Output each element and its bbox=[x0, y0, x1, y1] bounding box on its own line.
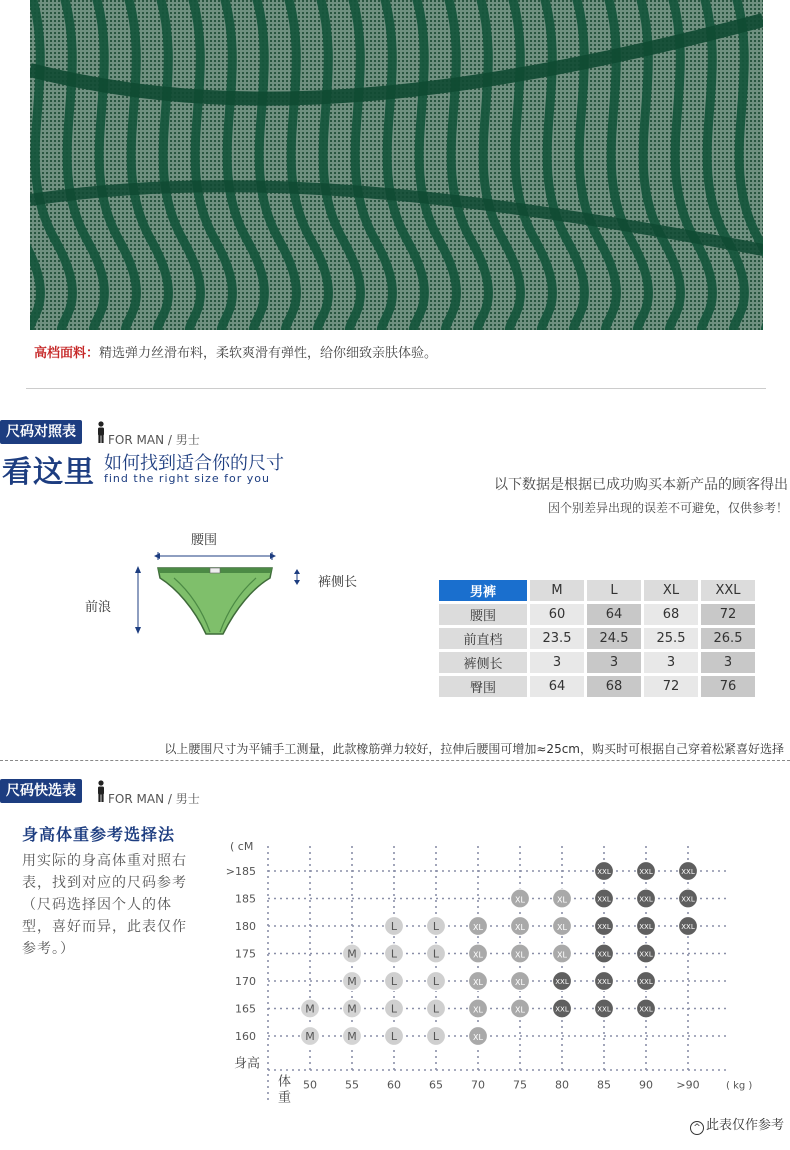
y-tick-label: 165 bbox=[235, 1002, 256, 1016]
size-marker-label: XL bbox=[557, 950, 567, 960]
x-tick-label: 55 bbox=[345, 1078, 359, 1092]
size-marker-label: XXL bbox=[597, 950, 611, 959]
reference-note-text: 此表仅作参考 bbox=[705, 1118, 784, 1133]
size-marker-label: XXL bbox=[597, 978, 611, 986]
size-marker-label: L bbox=[432, 1002, 440, 1016]
y-unit-label: ( cM bbox=[230, 840, 254, 853]
fabric-caption-highlight: 高档面料： bbox=[34, 346, 100, 361]
size-marker-label: M bbox=[347, 1002, 357, 1016]
size-marker-label: XXL bbox=[597, 923, 611, 931]
table-cell: 3 bbox=[587, 652, 641, 673]
x-tick-label: 70 bbox=[471, 1078, 485, 1092]
waist-label: 腰围 bbox=[191, 533, 218, 548]
size-marker-label: M bbox=[305, 1002, 315, 1016]
man-icon bbox=[96, 421, 106, 443]
x-tick-label: 50 bbox=[303, 1078, 317, 1092]
size-marker-label: XXL bbox=[639, 978, 653, 986]
y-tick-label: 180 bbox=[235, 920, 256, 933]
x-tick-label: 65 bbox=[429, 1078, 443, 1092]
size-marker-label: XL bbox=[473, 1005, 483, 1015]
reference-note bbox=[690, 1114, 784, 1135]
x-tick-label: 80 bbox=[555, 1078, 569, 1092]
man-icon bbox=[96, 780, 106, 802]
size-marker-label: XXL bbox=[639, 1005, 653, 1014]
table-cell: 68 bbox=[587, 676, 641, 697]
size-marker-label: XXL bbox=[555, 978, 569, 986]
waist-measure-note: 以上腰围尺寸为平铺手工测量，此款橡筋弹力较好，拉伸后腰围可增加≈25cm，购买时可根据自己穿着松紧喜好选择 bbox=[164, 742, 784, 756]
size-marker-label: XL bbox=[515, 978, 525, 987]
y-axis-title: 身高 bbox=[233, 1056, 260, 1072]
fabric-caption-text: 精选弹力丝滑布料，柔软爽滑有弹性，给你细致亲肤体验。 bbox=[99, 346, 438, 361]
size-marker-label: XXL bbox=[555, 1005, 569, 1014]
row-label: 裤侧长 bbox=[439, 652, 527, 673]
x-tick-label: 90 bbox=[639, 1078, 653, 1092]
size-marker-label: L bbox=[432, 975, 440, 988]
x-tick-label: 75 bbox=[513, 1078, 527, 1092]
for-man-label: FOR MAN / 男士 bbox=[108, 433, 200, 447]
table-cell: 60 bbox=[530, 604, 584, 625]
sub-title: 如何找到适合你的尺寸 bbox=[104, 453, 284, 474]
size-marker-label: XL bbox=[473, 950, 483, 960]
table-cell: 25.5 bbox=[644, 628, 698, 649]
size-marker-label: XXL bbox=[681, 923, 695, 931]
size-marker-label: L bbox=[390, 947, 398, 961]
row-label: 前直档 bbox=[439, 628, 527, 649]
size-marker-label: XL bbox=[515, 1005, 525, 1015]
table-cell: 26.5 bbox=[701, 628, 755, 649]
size-marker-label: L bbox=[390, 1002, 398, 1016]
sub-title-en: find the right size for you bbox=[104, 472, 270, 485]
size-marker-label: L bbox=[432, 920, 440, 933]
size-marker-label: XL bbox=[473, 1033, 483, 1042]
y-tick-label: 175 bbox=[235, 947, 256, 961]
table-row bbox=[439, 676, 755, 697]
x-tick-label: 85 bbox=[597, 1078, 611, 1092]
section-divider bbox=[26, 388, 766, 389]
table-header-row bbox=[439, 580, 755, 601]
dashed-divider bbox=[0, 760, 790, 761]
error-note: 因个别差异出现的误差不可避免，仅供参考！ bbox=[547, 501, 788, 515]
size-marker-label: XXL bbox=[639, 868, 653, 876]
size-marker-label: XXL bbox=[597, 1005, 611, 1014]
for-man-label: FOR MAN / 男士 bbox=[108, 792, 200, 806]
table-cell: 72 bbox=[644, 676, 698, 697]
table-cell: 76 bbox=[701, 676, 755, 697]
side-length-label: 裤侧长 bbox=[318, 575, 358, 590]
size-marker-label: L bbox=[390, 1030, 398, 1043]
table-cell: 72 bbox=[701, 604, 755, 625]
table-cell: 24.5 bbox=[587, 628, 641, 649]
table-cell: 64 bbox=[587, 604, 641, 625]
size-table-tag: 尺码对照表 bbox=[0, 420, 82, 444]
reference-icon: ^ bbox=[690, 1121, 704, 1135]
size-marker-label: XL bbox=[557, 895, 567, 905]
table-cell: 64 bbox=[530, 676, 584, 697]
size-marker-label: M bbox=[347, 975, 357, 988]
quick-select-tag: 尺码快选表 bbox=[0, 779, 82, 803]
size-header: XXL bbox=[701, 580, 755, 601]
front-rise-label: 前浪 bbox=[85, 600, 112, 615]
x-tick-label: >90 bbox=[676, 1078, 700, 1092]
fabric-photo bbox=[30, 0, 763, 330]
table-cell: 3 bbox=[644, 652, 698, 673]
x-unit-label: ( kg ) bbox=[726, 1080, 753, 1092]
page-title: 看这里 bbox=[2, 455, 95, 490]
row-label: 腰围 bbox=[439, 604, 527, 625]
size-marker-label: XL bbox=[473, 978, 483, 987]
size-marker-label: XL bbox=[515, 895, 525, 905]
size-header: XL bbox=[644, 580, 698, 601]
size-marker-label: XXL bbox=[597, 868, 611, 876]
table-row bbox=[439, 652, 755, 673]
size-marker-label: M bbox=[305, 1030, 315, 1043]
data-source-note: 以下数据是根据已成功购买本新产品的顾客得出 bbox=[494, 477, 788, 493]
table-cell: 23.5 bbox=[530, 628, 584, 649]
x-axis-title: 重 bbox=[278, 1090, 292, 1106]
size-marker-label: M bbox=[347, 1030, 357, 1043]
size-marker-label: XXL bbox=[597, 895, 611, 904]
size-header: M bbox=[530, 580, 584, 601]
table-cell: 68 bbox=[644, 604, 698, 625]
brief-diagram bbox=[128, 548, 310, 638]
size-marker-label: L bbox=[390, 920, 398, 933]
size-marker-label: XXL bbox=[681, 868, 695, 876]
size-marker-label: L bbox=[432, 947, 440, 961]
table-header-cell: 男裤 bbox=[439, 580, 527, 601]
size-marker-label: L bbox=[390, 975, 398, 988]
table-cell: 3 bbox=[701, 652, 755, 673]
quick-select-description: 用实际的身高体重对照右表，找到对应的尺码参考（尺码选择因个人的体型，喜好而异，此表仅作参考。） bbox=[22, 853, 187, 957]
y-tick-label: 185 bbox=[235, 892, 256, 906]
y-tick-label: >185 bbox=[225, 865, 256, 878]
x-tick-label: 60 bbox=[387, 1078, 401, 1092]
size-marker-label: M bbox=[347, 947, 357, 961]
size-marker-label: XL bbox=[473, 923, 483, 932]
fabric-caption bbox=[34, 342, 437, 361]
y-tick-label: 160 bbox=[235, 1030, 256, 1043]
size-marker-label: XXL bbox=[639, 923, 653, 931]
row-label: 臀围 bbox=[439, 676, 527, 697]
size-marker-label: XXL bbox=[639, 950, 653, 959]
size-marker-label: L bbox=[432, 1030, 440, 1043]
table-row bbox=[439, 604, 755, 625]
size-marker-label: XL bbox=[515, 923, 525, 932]
size-marker-label: XXL bbox=[639, 895, 653, 904]
table-cell: 3 bbox=[530, 652, 584, 673]
size-marker-label: XL bbox=[515, 950, 525, 960]
x-axis-title: 体 bbox=[278, 1074, 292, 1090]
size-marker-label: XL bbox=[557, 923, 567, 932]
y-tick-label: 170 bbox=[235, 975, 256, 988]
size-marker-label: XXL bbox=[681, 895, 695, 904]
table-row bbox=[439, 628, 755, 649]
height-weight-chart bbox=[224, 838, 764, 1110]
quick-select-title: 身高体重参考选择法 bbox=[22, 825, 176, 844]
size-header: L bbox=[587, 580, 641, 601]
size-table bbox=[436, 577, 758, 700]
